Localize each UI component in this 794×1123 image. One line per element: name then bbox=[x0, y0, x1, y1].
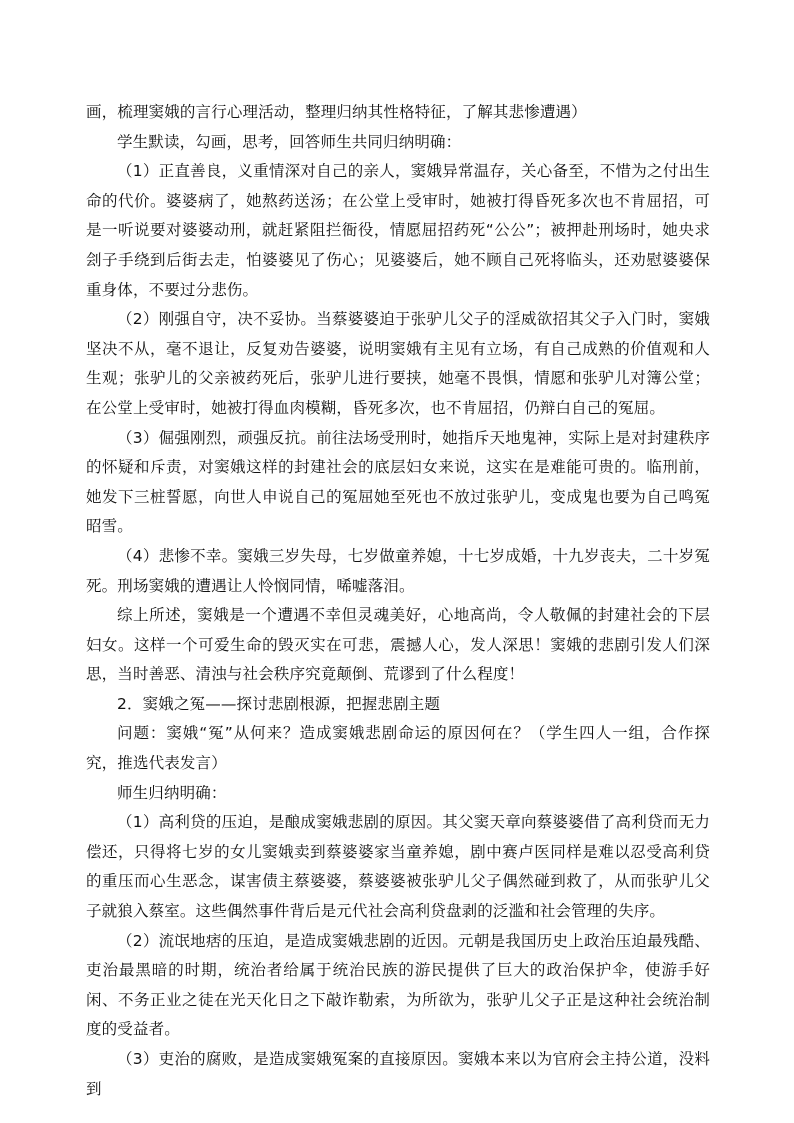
paragraph-cause-3: （3）吏治的腐败，是造成窦娥冤案的直接原因。窦娥本来以为官府会主持公道，没料到 bbox=[86, 1050, 710, 1098]
paragraph-cause-1: （1）高利贷的压迫，是酿成窦娥悲剧的原因。其父窦天章向蔡婆婆借了高利贷而无力偿还，只得将七岁的女儿窦娥卖到蔡婆婆家当童养媳，剧中赛卢医同样是难以忍受高利贷的重压而心生恶念，谋害债主蔡婆婆，蔡婆婆被张驴儿父子偶然碰到救了，从而张驴儿父子就狼入蔡室。这些偶然事件背后是元代社会高利贷盘剥的泛滥和社会管理的失序。 bbox=[86, 813, 710, 921]
paragraph-continuation: 画，梳理窦娥的言行心理活动，整理归纳其性格特征，了解其悲惨遭遇） bbox=[86, 103, 587, 121]
paragraph-conclusion-intro: 师生归纳明确： bbox=[117, 783, 227, 802]
document-body bbox=[86, 98, 710, 1104]
paragraph-summary: 综上所述，窦娥是一个遭遇不幸但灵魂美好，心地高尚，令人敬佩的封建社会的下层妇女。这样一个可爱生命的毁灭实在可悲，震撼人心，发人深思！窦娥的悲剧引发人们深思，当时善恶、清浊与社会秩序究竟颠倒、荒谬到了什么程度！ bbox=[86, 606, 710, 684]
paragraph-trait-1: （1）正直善良，义重情深对自己的亲人，窦娥异常温存，关心备至，不惜为之付出生命的代价。婆婆病了，她熬药送汤；在公堂上受审时，她被打得昏死多次也不肯屈招，可是一听说要对婆婆动刑，就赶紧阻拦衙役，情愿屈招药死“公公”；被押赴刑场时，她央求刽子手绕到后街去走，怕婆婆见了伤心；见婆婆后，她不顾自己死将临头，还劝慰婆婆保重身体，不要过分悲伤。 bbox=[86, 162, 710, 299]
paragraph-trait-3: （3）倔强刚烈，顽强反抗。前往法场受刑时，她指斥天地鬼神，实际上是对封建秩序的怀疑和斥责，对窦娥这样的封建社会的底层妇女来说，这实在是难能可贵的。临刑前，她发下三桩誓愿，向世人申说自己的冤屈她至死也不放过张驴儿，变成鬼也要为自己鸣冤昭雪。 bbox=[86, 428, 710, 536]
paragraph-students-reading: 学生默读，勾画，思考，回答师生共同归纳明确： bbox=[117, 132, 462, 151]
paragraph-trait-4: （4）悲惨不幸。窦娥三岁失母，七岁做童养媳，十七岁成婚，十九岁丧夫，二十岁冤死。刑场窦娥的遭遇让人怜悯同情，唏嘘落泪。 bbox=[86, 546, 710, 595]
paragraph-question: 问题：窦娥“冤”从何来？造成窦娥悲剧命运的原因何在？（学生四人一组，合作探究，推选代表发言） bbox=[86, 724, 710, 773]
section-heading-2: 2．窦娥之冤——探讨悲剧根源，把握悲剧主题 bbox=[117, 694, 441, 713]
paragraph-cause-2: （2）流氓地痞的压迫，是造成窦娥悲剧的近因。元朝是我国历史上政治压迫最残酷、吏治最黑暗的时期，统治者给属于统治民族的游民提供了巨大的政治保护伞，使游手好闲、不务正业之徒在光天化日之下敲诈勒索，为所欲为，张驴儿父子正是这种社会统治制度的受益者。 bbox=[86, 931, 710, 1039]
paragraph-trait-2: （2）刚强自守，决不妥协。当蔡婆婆迫于张驴儿父子的淫威欲招其父子入门时，窦娥坚决不从，毫不退让，反复劝告婆婆，说明窦娥有主见有立场，有自己成熟的价值观和人生观；张驴儿的父亲被药死后，张驴儿进行要挟，她毫不畏惧，情愿和张驴儿对簿公堂；在公堂上受审时，她被打得血肉模糊，昏死多次，也不肯屈招，仍辩白自己的冤屈。 bbox=[86, 310, 710, 417]
